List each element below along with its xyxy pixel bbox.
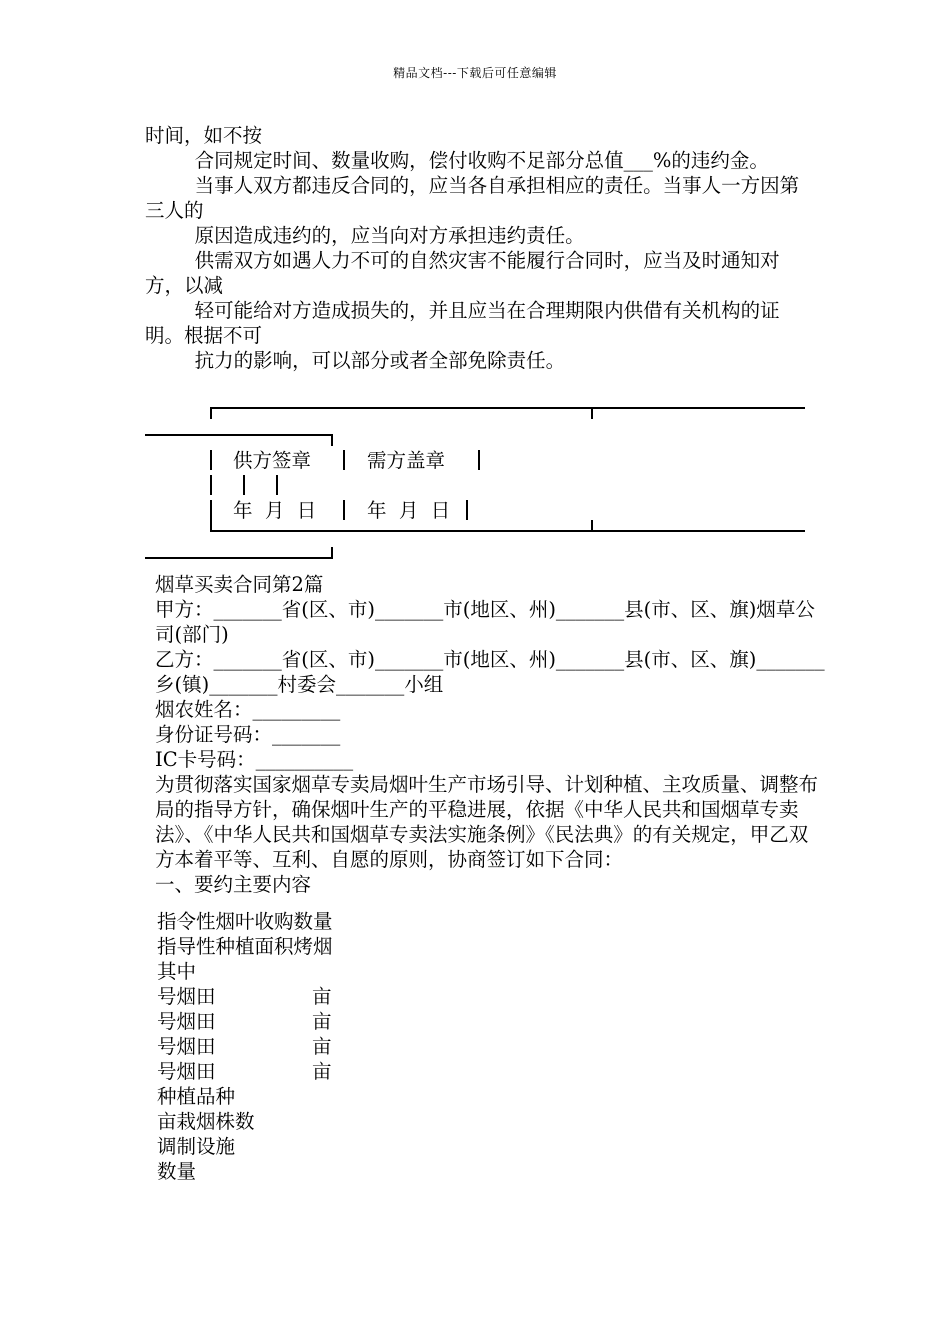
field-unit: 亩	[312, 1035, 332, 1058]
date-left: 年 月 日	[233, 499, 317, 522]
id-number: 身份证号码：_______	[155, 723, 341, 746]
row2-mid-border	[243, 475, 245, 495]
item: 数量	[157, 1160, 197, 1183]
table-top-border-wrap	[145, 434, 333, 436]
field-row	[145, 984, 825, 1009]
table-bottom-wrap-tick	[331, 547, 333, 559]
field-label: 号烟田	[157, 1035, 216, 1058]
farmer-name: 烟农姓名：_________	[155, 698, 341, 721]
contract-body-text	[145, 123, 810, 373]
row2-right-border	[276, 475, 278, 495]
row1-mid-border	[343, 450, 345, 470]
table-top-wrap-tick	[331, 434, 333, 446]
item: 调制设施	[157, 1135, 236, 1158]
field-label: 号烟田	[157, 985, 216, 1008]
table-bottom-divider-tick	[591, 520, 593, 532]
paragraph: 原因造成违约的，应当向对方承担违约责任。	[145, 224, 585, 247]
field-unit: 亩	[312, 1060, 332, 1083]
field-row	[145, 1059, 825, 1084]
party-b: 乙方：_______省(区、市)_______市(地区、州)_______县(市、区、旗)_______乡(镇)_______村委会_______小组	[155, 648, 825, 696]
paragraph: 轻可能给对方造成损失的，并且应当在合理期限内供借有关机构的证明。根据不可	[145, 299, 780, 347]
field-row	[145, 1034, 825, 1059]
row1-left-border	[210, 450, 212, 470]
contract2-section	[145, 572, 825, 1184]
item: 其中	[157, 960, 197, 983]
row2-left-border	[210, 475, 212, 495]
table-top-border	[210, 407, 805, 409]
section-title: 一、要约主要内容	[155, 873, 312, 896]
item: 指导性种植面积烤烟	[157, 935, 333, 958]
row3-mid-border	[343, 500, 345, 520]
paragraph: 时间，如不按	[145, 124, 263, 147]
page-header: 精品文档---下载后可任意编辑	[393, 66, 557, 80]
field-unit: 亩	[312, 985, 332, 1008]
date-right: 年 月 日	[367, 499, 451, 522]
item: 指令性烟叶收购数量	[157, 910, 333, 933]
table-bottom-border-wrap	[145, 557, 333, 559]
paragraph: 抗力的影响，可以部分或者全部免除责任。	[145, 349, 566, 372]
field-row	[145, 1009, 825, 1034]
preamble: 为贯彻落实国家烟草专卖局烟叶生产市场引导、计划种植、主攻质量、调整布局的指导方针，确保烟叶生产的平稳进展，依据《中华人民共和国烟草专卖法》、《中华人民共和国烟草专卖法实施条例》《民法典》的有关规定，甲乙双方本着平等、互利、自愿的原则，协商签订如下合同：	[155, 773, 819, 871]
paragraph: 当事人双方都违反合同的，应当各自承担相应的责任。当事人一方因第三人的	[145, 174, 800, 222]
row3-left-border	[210, 500, 212, 520]
paragraph: 供需双方如遇人力不可的自然灾害不能履行合同时，应当及时通知对方，以减	[145, 249, 780, 297]
ic-card-number: IC卡号码：__________	[155, 748, 354, 771]
blank-line	[145, 897, 825, 909]
item: 种植品种	[157, 1085, 236, 1108]
row3-right-border	[466, 500, 468, 520]
item: 亩栽烟株数	[157, 1110, 255, 1133]
paragraph: 合同规定时间、数量收购，偿付收购不足部分总值___%的违约金。	[145, 149, 769, 172]
contract2-title: 烟草买卖合同第2篇	[155, 573, 324, 596]
supplier-seal-label: 供方签章	[233, 449, 312, 472]
row1-right-border	[478, 450, 480, 470]
field-label: 号烟田	[157, 1060, 216, 1083]
field-unit: 亩	[312, 1010, 332, 1033]
buyer-seal-label: 需方盖章	[367, 449, 446, 472]
field-label: 号烟田	[157, 1010, 216, 1033]
table-top-divider-tick	[591, 407, 593, 419]
party-a: 甲方：_______省(区、市)_______市(地区、州)_______县(市、区、旗)烟草公司(部门)	[155, 598, 815, 646]
table-bottom-border	[210, 530, 805, 532]
